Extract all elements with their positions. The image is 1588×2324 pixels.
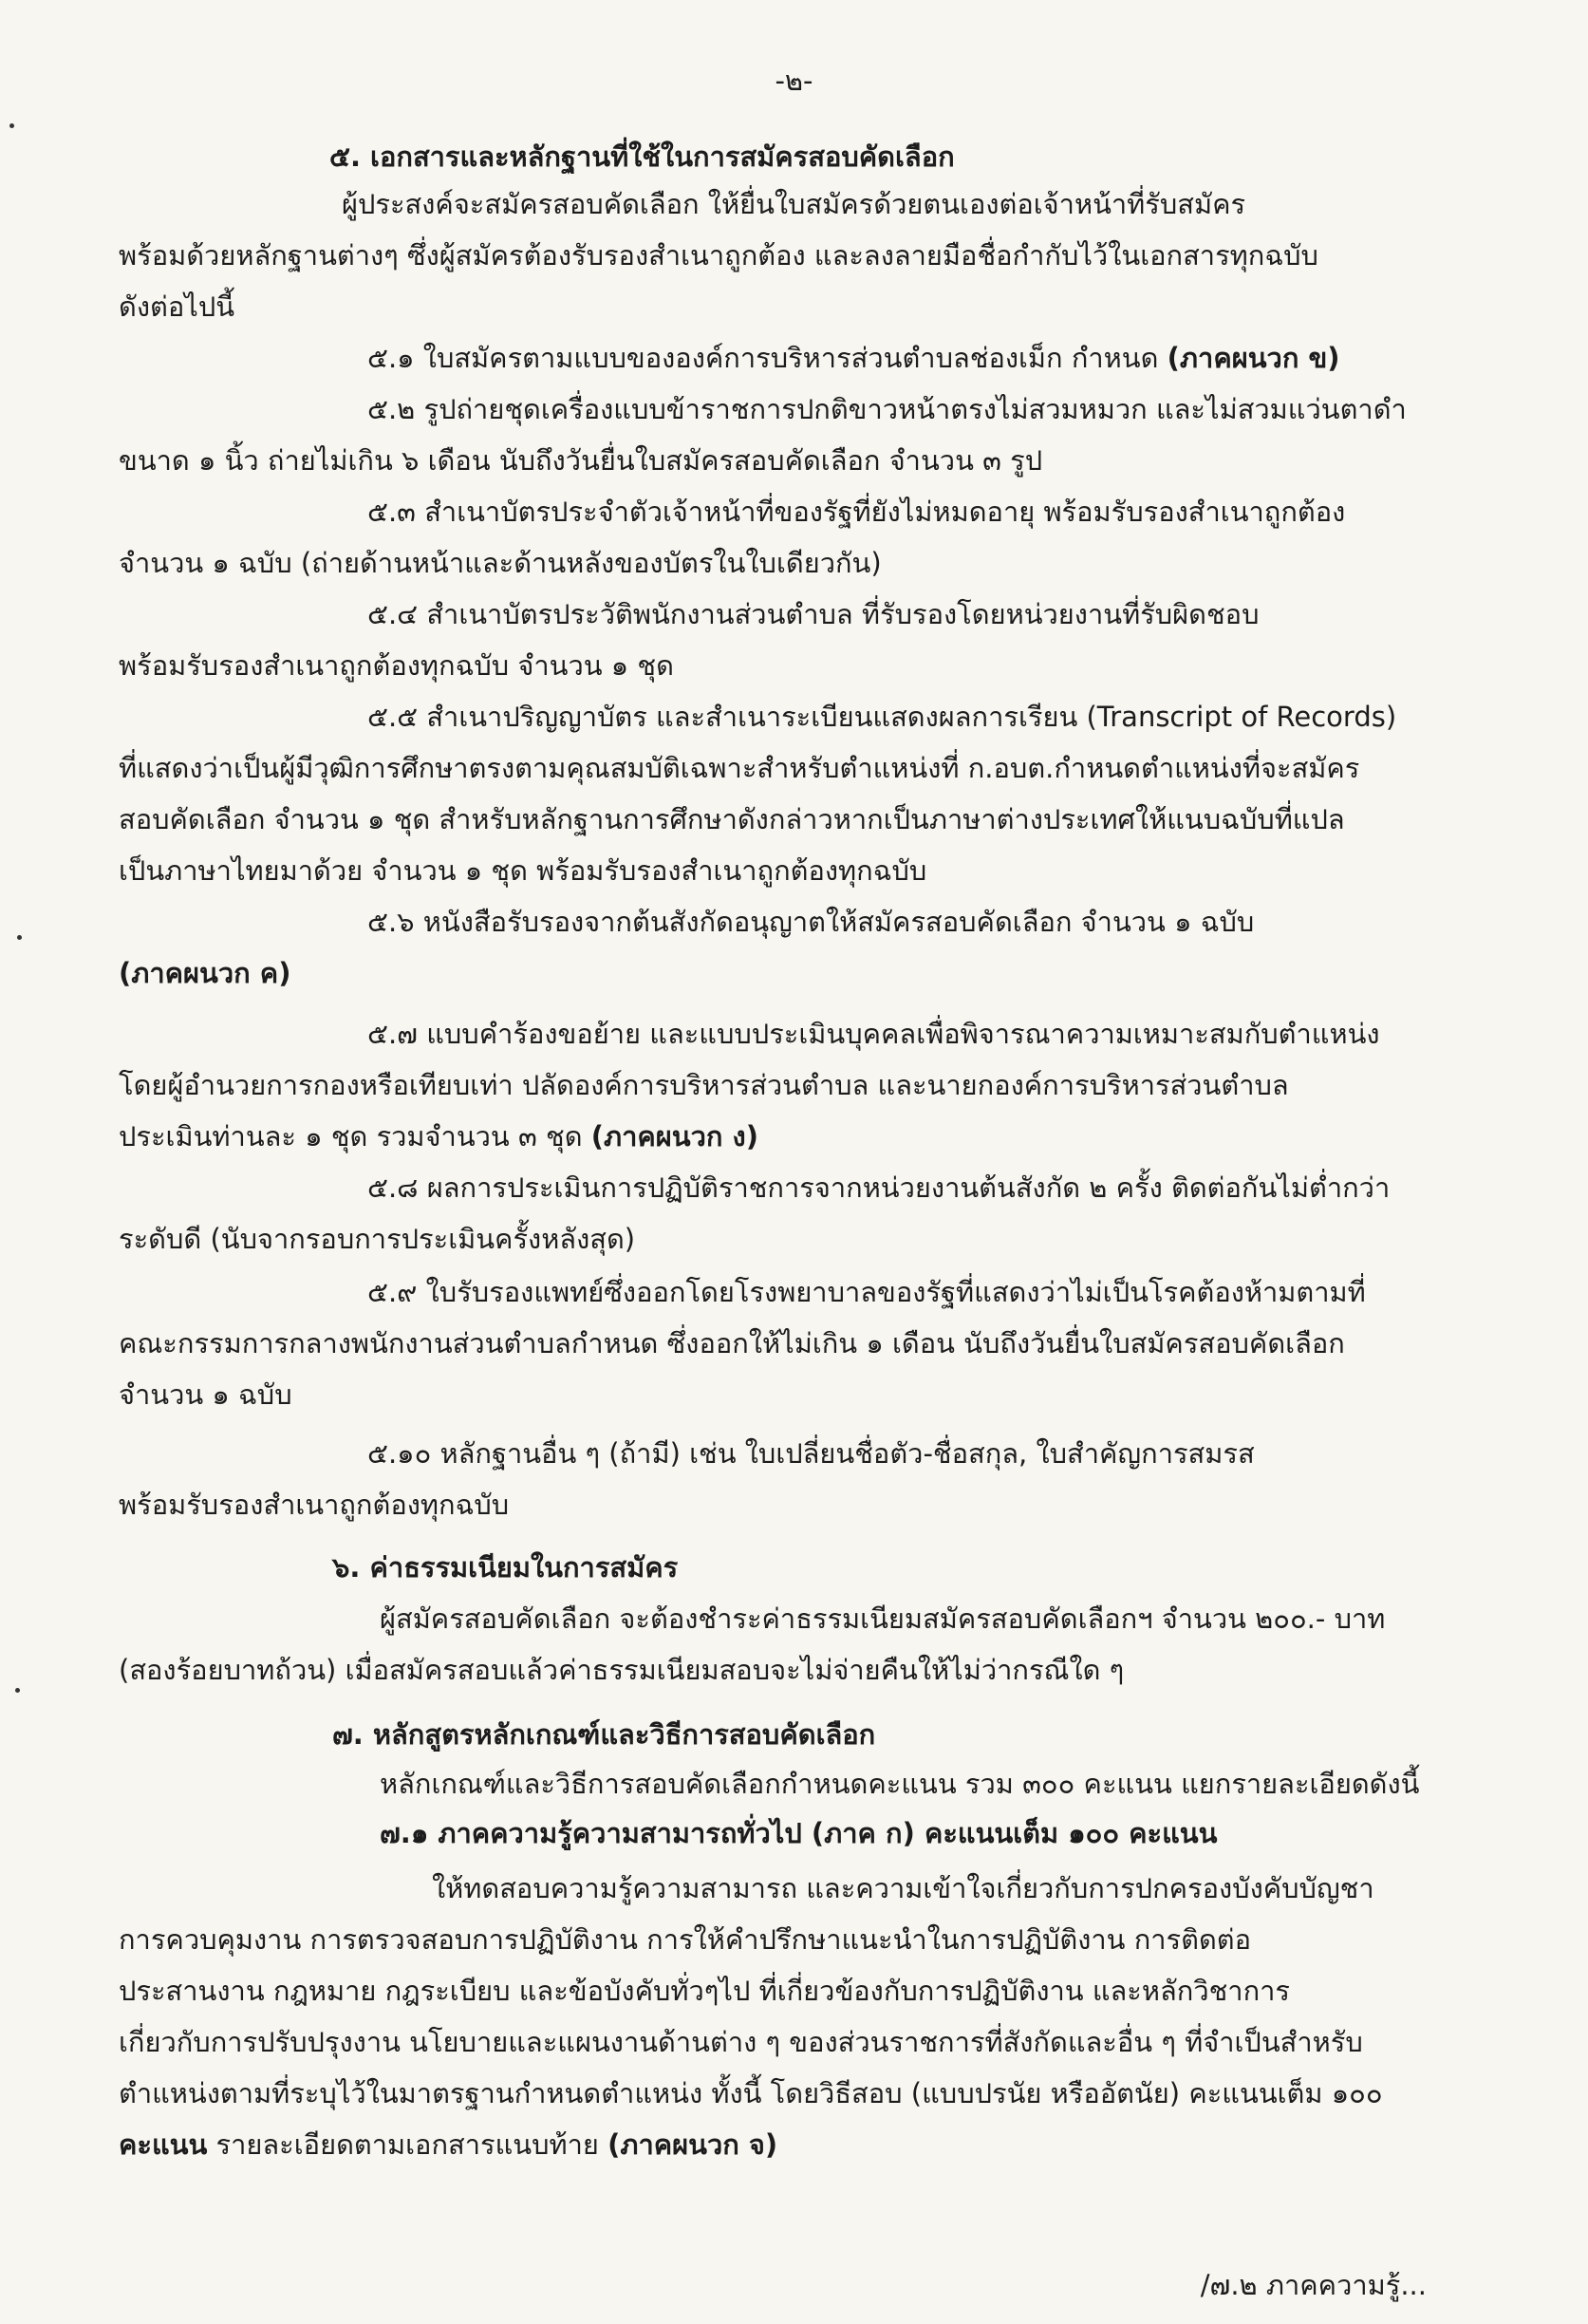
text-line: ๕.๕ สำเนาปริญญาบัตร และสำเนาระเบียนแสดงผลการเรียน (Transcript of Records) <box>367 701 1397 733</box>
text-line: เกี่ยวกับการปรับปรุงงาน นโยบายและแผนงานด้านต่าง ๆ ของส่วนราชการที่สังกัดและอื่น ๆ ที่จำเป็นสำหรับ <box>119 2026 1363 2058</box>
text-line: ตำแหน่งตามที่ระบุไว้ในมาตรฐานกำหนดตำแหน่ง ทั้งนี้ โดยวิธีสอบ (แบบปรนัย หรืออัตนัย) คะแนนเต็ม ๑๐๐ <box>119 2077 1383 2109</box>
item-5-7 <box>119 1008 1424 1162</box>
text-line: ๕.๖ หนังสือรับรองจากต้นสังกัดอนุญาตให้สมัครสอบคัดเลือก จำนวน ๑ ฉบับ <box>367 906 1255 938</box>
section-6-heading: ๖. ค่าธรรมเนียมในการสมัคร <box>332 1551 679 1584</box>
page-number: -๒- <box>775 65 813 97</box>
text-line: ที่แสดงว่าเป็นผู้มีวุฒิการศึกษาตรงตามคุณสมบัติเฉพาะสำหรับตำแหน่งที่ ก.อบต.กำหนดตำแหน่งที่จะสมัคร <box>119 752 1360 784</box>
item-text: ๕.๑ ใบสมัครตามแบบขององค์การบริหารส่วนตำบลช่องเม็ก กำหนด <box>367 342 1159 374</box>
text-line: ๕.๘ ผลการประเมินการปฏิบัติราชการจากหน่วยงานต้นสังกัด ๒ ครั้ง ติดต่อกันไม่ต่ำกว่า <box>367 1171 1391 1204</box>
item-5-3 <box>119 486 1424 589</box>
text-line: การควบคุมงาน การตรวจสอบการปฏิบัติงาน การให้คำปรึกษาแนะนำในการปฏิบัติงาน การติดต่อ <box>119 1923 1252 1956</box>
text-line: เป็นภาษาไทยมาด้วย จำนวน ๑ ชุด พร้อมรับรองสำเนาถูกต้องทุกฉบับ <box>119 854 927 887</box>
text-line: ๕.๓ สำเนาบัตรประจำตัวเจ้าหน้าที่ของรัฐที่ยังไม่หมดอายุ พร้อมรับรองสำเนาถูกต้อง <box>367 496 1346 528</box>
text-line: พร้อมรับรองสำเนาถูกต้องทุกฉบับ จำนวน ๑ ชุด <box>119 649 674 682</box>
section-6-body <box>119 1593 1424 1696</box>
text-line: จำนวน ๑ ฉบับ <box>119 1378 292 1411</box>
text-line: ระดับดี (นับจากรอบการประเมินครั้งหลังสุด) <box>119 1223 636 1255</box>
text-line: สอบคัดเลือก จำนวน ๑ ชุด สำหรับหลักฐานการศึกษาดังกล่าวหากเป็นภาษาต่างประเทศให้แนบฉบับที่แปล <box>119 803 1345 835</box>
text-line: ๕.๔ สำเนาบัตรประวัติพนักงานส่วนตำบล ที่รับรองโดยหน่วยงานที่รับผิดชอบ <box>367 598 1260 630</box>
item-5-10 <box>119 1428 1424 1530</box>
text-line: โดยผู้อำนวยการกองหรือเทียบเท่า ปลัดองค์การบริหารส่วนตำบล และนายกองค์การบริหารส่วนตำบล <box>119 1069 1289 1101</box>
text-line: (สองร้อยบาทถ้วน) เมื่อสมัครสอบแล้วค่าธรรมเนียมสอบจะไม่จ่ายคืนให้ไม่ว่ากรณีใด ๆ <box>119 1654 1125 1686</box>
text-span: ประเมินท่านละ ๑ ชุด รวมจำนวน ๓ ชุด <box>119 1120 583 1153</box>
text-line: คณะกรรมการกลางพนักงานส่วนตำบลกำหนด ซึ่งออกให้ไม่เกิน ๑ เดือน นับถึงวันยื่นใบสมัครสอบคัดเลือก <box>119 1327 1345 1359</box>
item-5-1 <box>119 332 1588 384</box>
text-line: พร้อมด้วยหลักฐานต่างๆ ซึ่งผู้สมัครต้องรับรองสำเนาถูกต้อง และลงลายมือชื่อกำกับไว้ในเอกสารทุกฉบับ <box>119 239 1318 272</box>
text-line: ๕.๒ รูปถ่ายชุดเครื่องแบบข้าราชการปกติขาวหน้าตรงไม่สวมหมวก และไม่สวมแว่นตาดำ <box>367 393 1407 425</box>
item-5-2 <box>119 384 1424 486</box>
text-line: ผู้ประสงค์จะสมัครสอบคัดเลือก ให้ยื่นใบสมัครด้วยตนเองต่อเจ้าหน้าที่รับสมัคร <box>342 188 1246 220</box>
section-7-1-body <box>119 1863 1424 2170</box>
section-7-heading: ๗. หลักสูตรหลักเกณฑ์และวิธีการสอบคัดเลือก <box>332 1718 876 1751</box>
text-line: ผู้สมัครสอบคัดเลือก จะต้องชำระค่าธรรมเนียมสมัครสอบคัดเลือกฯ จำนวน ๒๐๐.- บาท <box>380 1602 1386 1635</box>
appendix-ref: (ภาคผนวก จ) <box>607 2128 778 2161</box>
text-line <box>119 2119 1424 2170</box>
appendix-ref: (ภาคผนวก ข) <box>1167 342 1340 374</box>
text-line: ๕.๗ แบบคำร้องขอย้าย และแบบประเมินบุคคลเพื่อพิจารณาความเหมาะสมกับตำแหน่ง <box>367 1018 1380 1050</box>
text-line: ดังต่อไปนี้ <box>119 290 235 323</box>
text-line: ขนาด ๑ นิ้ว ถ่ายไม่เกิน ๖ เดือน นับถึงวันยื่นใบสมัครสอบคัดเลือก จำนวน ๓ รูป <box>119 444 1043 477</box>
text-span: คะแนน <box>119 2128 208 2161</box>
text-line: ประสานงาน กฎหมาย กฎระเบียบ และข้อบังคับทั่วๆไป ที่เกี่ยวข้องกับการปฏิบัติงาน และหลักวิชาการ <box>119 1975 1290 2007</box>
text-line: ๕.๙ ใบรับรองแพทย์ซึ่งออกโดยโรงพยาบาลของรัฐที่แสดงว่าไม่เป็นโรคต้องห้ามตามที่ <box>367 1276 1366 1308</box>
continuation-note: /๗.๒ ภาคความรู้... <box>1200 2269 1427 2301</box>
item-5-5 <box>119 691 1424 896</box>
item-5-8 <box>119 1162 1424 1265</box>
item-5-6 <box>119 896 1424 999</box>
text-line: ให้ทดสอบความรู้ความสามารถ และความเข้าใจเกี่ยวกับการปกครองบังคับบัญชา <box>432 1872 1374 1904</box>
item-5-9 <box>119 1266 1424 1420</box>
text-line: พร้อมรับรองสำเนาถูกต้องทุกฉบับ <box>119 1489 510 1521</box>
text-line: จำนวน ๑ ฉบับ (ถ่ายด้านหน้าและด้านหลังของบัตรในใบเดียวกัน) <box>119 547 882 579</box>
scan-speck <box>17 935 22 940</box>
section-5-heading: ๕. เอกสารและหลักฐานที่ใช้ในการสมัครสอบคัดเลือก <box>329 141 955 173</box>
text-line <box>119 1111 1424 1162</box>
appendix-ref: (ภาคผนวก ค) <box>119 957 291 989</box>
appendix-ref: (ภาคผนวก ง) <box>590 1120 758 1153</box>
text-span: รายละเอียดตามเอกสารแนบท้าย <box>207 2128 599 2161</box>
scan-speck <box>15 1688 20 1693</box>
scan-speck <box>9 123 14 128</box>
section-7-intro: หลักเกณฑ์และวิธีการสอบคัดเลือกกำหนดคะแนน รวม ๓๐๐ คะแนน แยกรายละเอียดดังนี้ <box>380 1768 1420 1800</box>
item-5-4 <box>119 589 1424 691</box>
text-line: ๕.๑๐ หลักฐานอื่น ๆ (ถ้ามี) เช่น ใบเปลี่ยนชื่อตัว-ชื่อสกุล, ใบสำคัญการสมรส <box>367 1437 1255 1470</box>
section-7-1-heading: ๗.๑ ภาคความรู้ความสามารถทั่วไป (ภาค ก) คะแนนเต็ม ๑๐๐ คะแนน <box>380 1817 1218 1849</box>
section-5-intro <box>119 178 1424 332</box>
